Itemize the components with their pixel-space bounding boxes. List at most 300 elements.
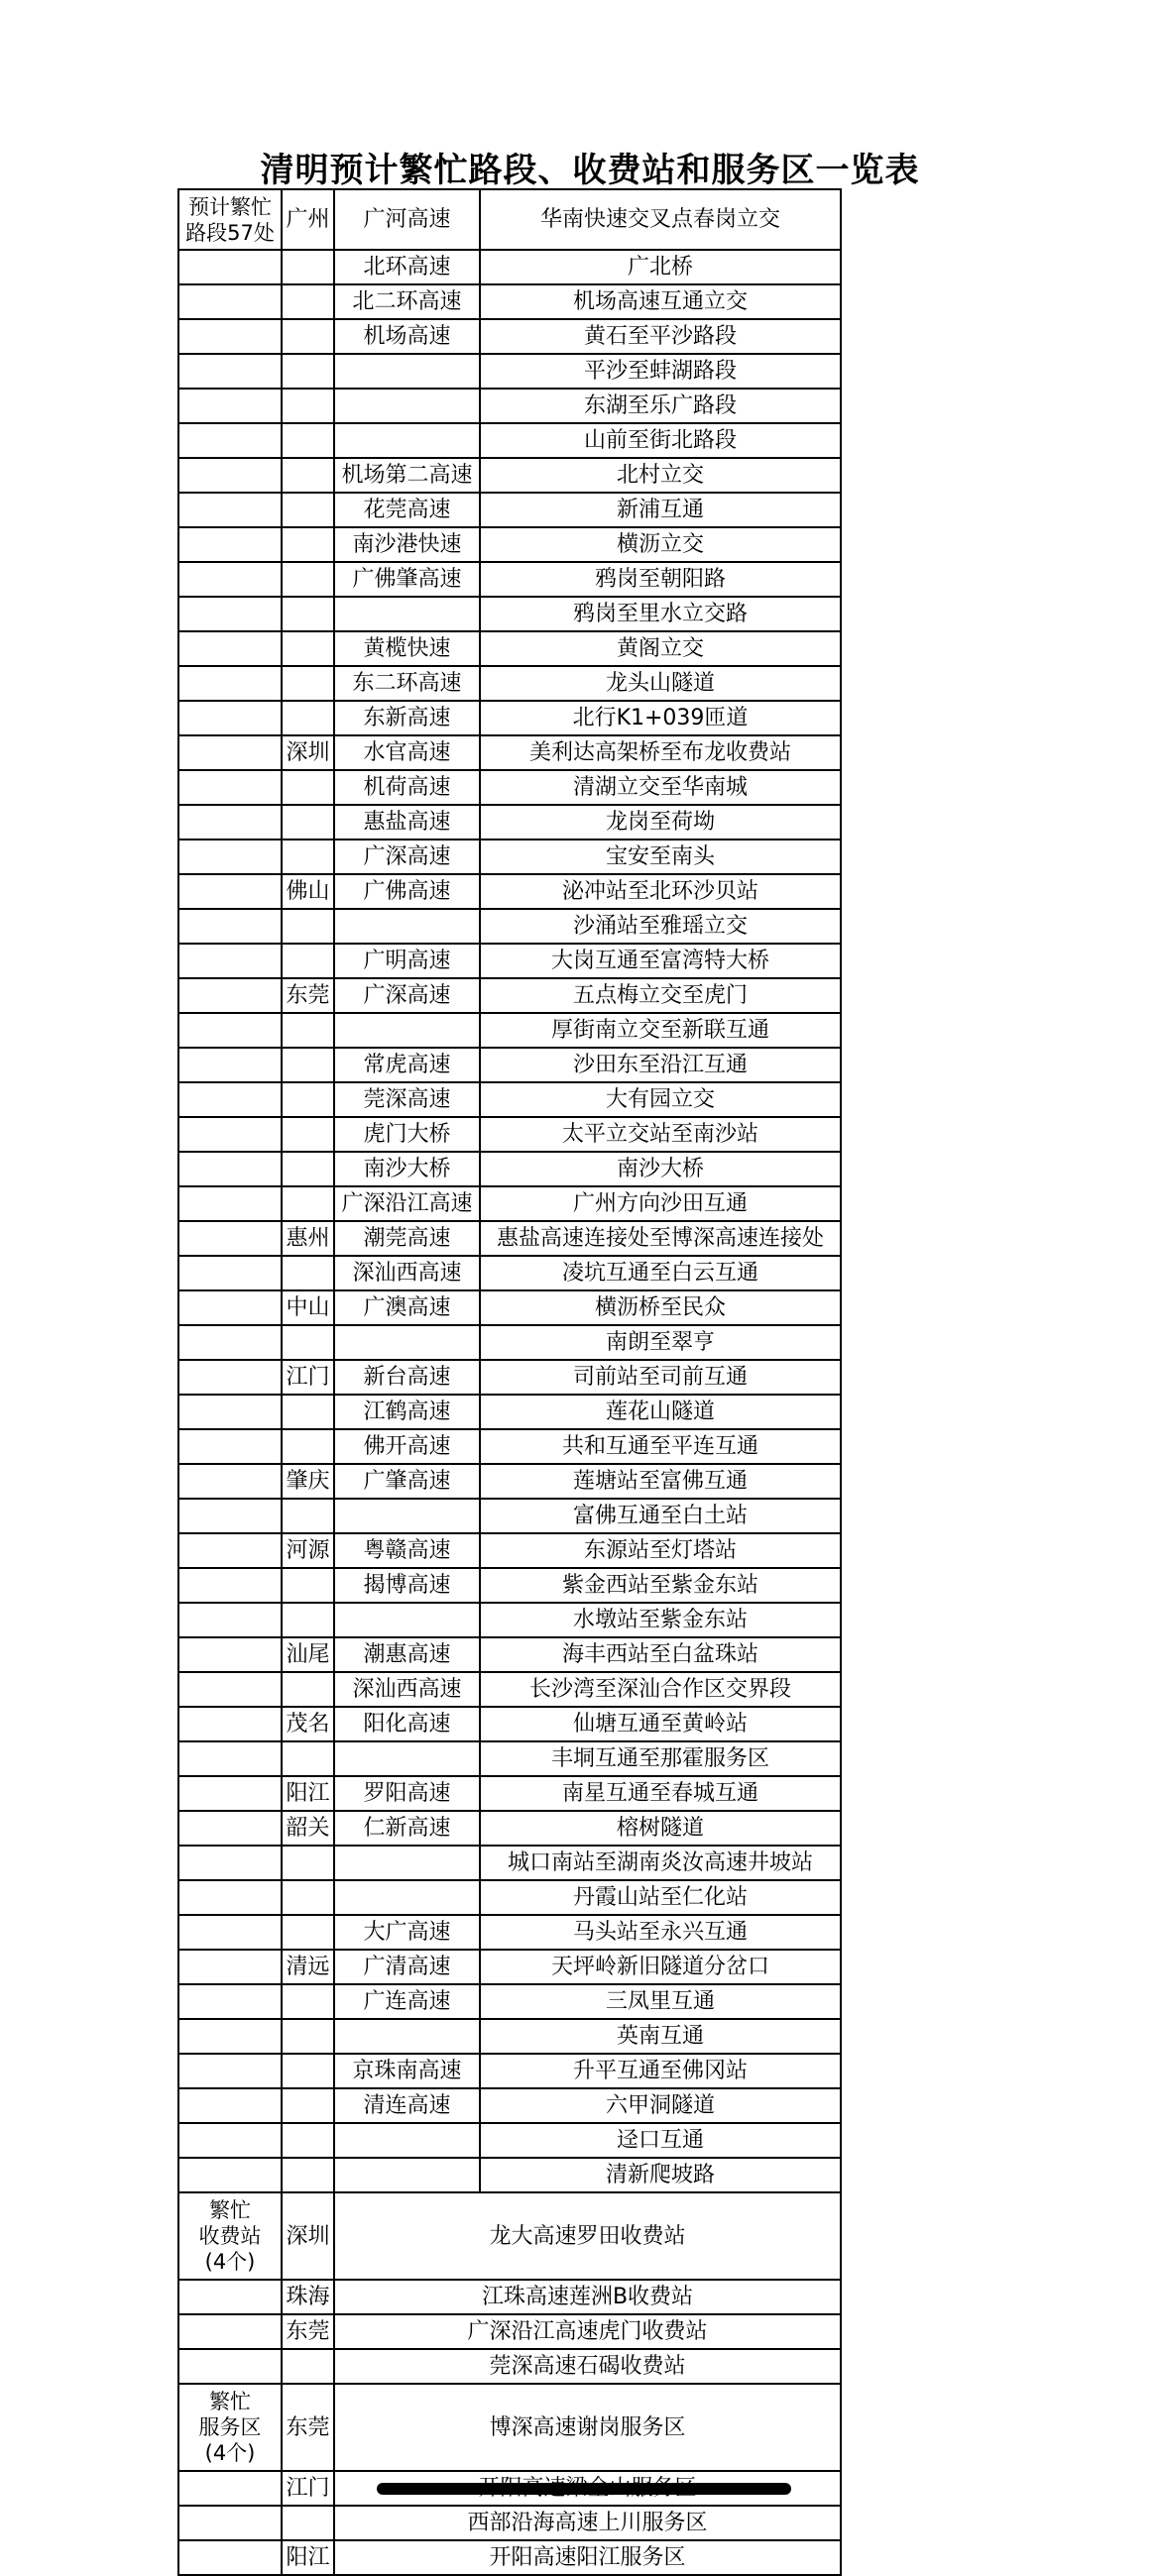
section-cell — [178, 2123, 282, 2158]
section-cell — [178, 527, 282, 562]
highway-cell — [334, 2123, 480, 2158]
busy-locations-table — [177, 188, 842, 2576]
city-cell — [282, 2506, 334, 2540]
road-row — [178, 944, 841, 978]
city-cell — [282, 701, 334, 735]
location-cell: 榕树隧道 — [480, 1811, 841, 1846]
city-cell: 深圳 — [282, 735, 334, 770]
highway-cell — [334, 2158, 480, 2192]
road-row — [178, 1533, 841, 1568]
city-cell: 珠海 — [282, 2280, 334, 2314]
city-cell: 中山 — [282, 1290, 334, 1325]
location-cell: 六甲洞隧道 — [480, 2088, 841, 2123]
section-cell — [178, 978, 282, 1013]
city-cell — [282, 840, 334, 874]
road-row — [178, 1117, 841, 1152]
highway-cell: 北环高速 — [334, 250, 480, 284]
highway-cell: 东二环高速 — [334, 666, 480, 701]
location-cell: 南星互通至春城互通 — [480, 1776, 841, 1811]
section-cell — [178, 840, 282, 874]
city-cell — [282, 631, 334, 666]
highway-cell — [334, 1013, 480, 1048]
location-cell: 平沙至蚌湖路段 — [480, 354, 841, 389]
section-label-line: (4个) — [204, 2250, 256, 2274]
road-row — [178, 1915, 841, 1950]
location-cell: 广州方向沙田互通 — [480, 1186, 841, 1221]
section-cell — [178, 562, 282, 597]
city-cell — [282, 805, 334, 840]
city-cell — [282, 1741, 334, 1776]
location-cell: 华南快速交叉点春岗立交 — [480, 189, 841, 250]
name-cell: 广深沿江高速虎门收费站 — [334, 2314, 841, 2349]
section-cell — [178, 1672, 282, 1707]
highway-cell: 江鹤高速 — [334, 1395, 480, 1429]
location-cell: 清新爬坡路 — [480, 2158, 841, 2192]
highway-cell: 潮莞高速 — [334, 1221, 480, 1256]
city-cell — [282, 1499, 334, 1533]
highway-cell — [334, 1325, 480, 1360]
section-cell — [178, 1776, 282, 1811]
road-row — [178, 874, 841, 909]
road-row — [178, 1429, 841, 1464]
location-cell: 莲花山隧道 — [480, 1395, 841, 1429]
section-label-line: (4个) — [204, 2441, 256, 2465]
highway-cell: 机荷高速 — [334, 770, 480, 805]
road-row — [178, 1290, 841, 1325]
city-cell: 广州 — [282, 189, 334, 250]
section-cell — [178, 1013, 282, 1048]
highway-cell — [334, 909, 480, 944]
section-cell — [178, 1325, 282, 1360]
location-cell: 天坪岭新旧隧道分岔口 — [480, 1950, 841, 1984]
highway-cell: 广河高速 — [334, 189, 480, 250]
road-row — [178, 1186, 841, 1221]
location-cell: 沙涌站至雅瑶立交 — [480, 909, 841, 944]
section-cell — [178, 250, 282, 284]
road-row — [178, 1152, 841, 1186]
highway-cell — [334, 1603, 480, 1637]
highway-cell: 广佛高速 — [334, 874, 480, 909]
highway-cell: 广深沿江高速 — [334, 1186, 480, 1221]
city-cell — [282, 354, 334, 389]
city-cell — [282, 666, 334, 701]
city-cell: 汕尾 — [282, 1637, 334, 1672]
section-cell — [178, 1603, 282, 1637]
section-cell — [178, 2314, 282, 2349]
section-cell — [178, 319, 282, 354]
location-cell: 南沙大桥 — [480, 1152, 841, 1186]
section-cell — [178, 493, 282, 527]
city-cell — [282, 1152, 334, 1186]
highway-cell — [334, 423, 480, 458]
road-row — [178, 1672, 841, 1707]
highway-cell: 潮惠高速 — [334, 1637, 480, 1672]
city-cell — [282, 2088, 334, 2123]
location-cell: 丰垌互通至那霍服务区 — [480, 1741, 841, 1776]
road-row — [178, 493, 841, 527]
city-cell — [282, 458, 334, 493]
highway-cell: 机场第二高速 — [334, 458, 480, 493]
section-cell — [178, 909, 282, 944]
highway-cell: 机场高速 — [334, 319, 480, 354]
section-cell — [178, 1637, 282, 1672]
city-cell — [282, 1048, 334, 1082]
section-cell — [178, 874, 282, 909]
road-row — [178, 354, 841, 389]
section-cell — [178, 1707, 282, 1741]
road-row — [178, 189, 841, 250]
location-cell: 广北桥 — [480, 250, 841, 284]
section-cell — [178, 1221, 282, 1256]
section-cell — [178, 1395, 282, 1429]
road-row — [178, 1048, 841, 1082]
location-cell: 东源站至灯塔站 — [480, 1533, 841, 1568]
road-row — [178, 284, 841, 319]
road-row — [178, 1880, 841, 1915]
section-cell — [178, 631, 282, 666]
highway-cell: 罗阳高速 — [334, 1776, 480, 1811]
section-label-line: 预计繁忙 — [188, 194, 272, 219]
highway-cell: 清连高速 — [334, 2088, 480, 2123]
road-row — [178, 1741, 841, 1776]
section-cell — [178, 1533, 282, 1568]
city-cell: 阳江 — [282, 1776, 334, 1811]
section-cell — [178, 1152, 282, 1186]
section-cell — [178, 1256, 282, 1290]
road-row — [178, 597, 841, 631]
city-cell — [282, 493, 334, 527]
road-row — [178, 978, 841, 1013]
location-cell: 莲塘站至富佛互通 — [480, 1464, 841, 1499]
section-cell — [178, 1499, 282, 1533]
road-row — [178, 1568, 841, 1603]
highway-cell — [334, 354, 480, 389]
highway-cell — [334, 389, 480, 423]
road-row — [178, 735, 841, 770]
road-row — [178, 1776, 841, 1811]
location-cell: 仙塘互通至黄岭站 — [480, 1707, 841, 1741]
location-cell: 北村立交 — [480, 458, 841, 493]
section-cell — [178, 1186, 282, 1221]
city-cell: 东莞 — [282, 2384, 334, 2471]
road-row — [178, 319, 841, 354]
section-label-line: 收费站 — [198, 2224, 262, 2248]
city-cell — [282, 1429, 334, 1464]
road-row — [178, 1221, 841, 1256]
city-cell — [282, 2019, 334, 2054]
city-cell — [282, 1082, 334, 1117]
road-row — [178, 701, 841, 735]
road-row — [178, 1811, 841, 1846]
location-cell: 城口南站至湖南炎汝高速井坡站 — [480, 1846, 841, 1880]
toll-row — [178, 2349, 841, 2384]
location-cell: 厚街南立交至新联互通 — [480, 1013, 841, 1048]
highway-cell: 北二环高速 — [334, 284, 480, 319]
location-cell: 紫金西站至紫金东站 — [480, 1568, 841, 1603]
road-row — [178, 527, 841, 562]
section-cell — [178, 2540, 282, 2575]
location-cell: 美利达高架桥至布龙收费站 — [480, 735, 841, 770]
city-cell — [282, 250, 334, 284]
section-label-line: 路段57处 — [185, 220, 275, 245]
toll-row — [178, 2314, 841, 2349]
section-cell — [178, 2088, 282, 2123]
section-cell — [178, 1950, 282, 1984]
location-cell: 大有园立交 — [480, 1082, 841, 1117]
road-row — [178, 458, 841, 493]
highway-cell: 虎门大桥 — [334, 1117, 480, 1152]
section-cell — [178, 2280, 282, 2314]
location-cell: 清湖立交至华南城 — [480, 770, 841, 805]
road-row — [178, 250, 841, 284]
city-cell — [282, 2158, 334, 2192]
name-cell: 西部沿海高速上川服务区 — [334, 2506, 841, 2540]
highway-cell: 莞深高速 — [334, 1082, 480, 1117]
section-cell — [178, 1568, 282, 1603]
section-cell — [178, 1082, 282, 1117]
city-cell — [282, 1013, 334, 1048]
road-row — [178, 1360, 841, 1395]
road-row — [178, 389, 841, 423]
location-cell: 沙田东至沿江互通 — [480, 1048, 841, 1082]
road-row — [178, 2123, 841, 2158]
road-row — [178, 1637, 841, 1672]
name-cell: 开阳高速阳江服务区 — [334, 2540, 841, 2575]
highway-cell: 南沙港快速 — [334, 527, 480, 562]
section-label-line: 繁忙 — [209, 2390, 251, 2413]
location-cell: 迳口互通 — [480, 2123, 841, 2158]
city-cell — [282, 1880, 334, 1915]
city-cell: 深圳 — [282, 2192, 334, 2280]
city-cell — [282, 2123, 334, 2158]
toll-row — [178, 2280, 841, 2314]
location-cell: 宝安至南头 — [480, 840, 841, 874]
toll-row — [178, 2192, 841, 2280]
highway-cell: 揭博高速 — [334, 1568, 480, 1603]
city-cell — [282, 389, 334, 423]
home-indicator — [377, 2483, 791, 2495]
highway-cell — [334, 2019, 480, 2054]
location-cell: 凌坑互通至白云互通 — [480, 1256, 841, 1290]
location-cell: 惠盐高速连接处至博深高速连接处 — [480, 1221, 841, 1256]
city-cell: 河源 — [282, 1533, 334, 1568]
road-row — [178, 1984, 841, 2019]
section-cell — [178, 2506, 282, 2540]
location-cell: 大岗互通至富湾特大桥 — [480, 944, 841, 978]
road-row — [178, 2054, 841, 2088]
city-cell — [282, 770, 334, 805]
section-cell — [178, 805, 282, 840]
highway-cell — [334, 1846, 480, 1880]
location-cell: 三凤里互通 — [480, 1984, 841, 2019]
road-row — [178, 1603, 841, 1637]
highway-cell — [334, 1741, 480, 1776]
section-cell — [178, 597, 282, 631]
city-cell: 肇庆 — [282, 1464, 334, 1499]
section-cell — [178, 389, 282, 423]
location-cell: 横沥桥至民众 — [480, 1290, 841, 1325]
road-row — [178, 2158, 841, 2192]
service-row — [178, 2506, 841, 2540]
location-cell: 海丰西站至白盆珠站 — [480, 1637, 841, 1672]
section-cell — [178, 2054, 282, 2088]
section-cell — [178, 1464, 282, 1499]
highway-cell: 深汕西高速 — [334, 1256, 480, 1290]
location-cell: 机场高速互通立交 — [480, 284, 841, 319]
service-section-label — [178, 2384, 282, 2471]
service-row — [178, 2384, 841, 2471]
location-cell: 龙岗至荷坳 — [480, 805, 841, 840]
highway-cell: 广澳高速 — [334, 1290, 480, 1325]
city-cell — [282, 1915, 334, 1950]
section-cell — [178, 354, 282, 389]
road-section-label — [178, 189, 282, 250]
city-cell — [282, 597, 334, 631]
road-row — [178, 770, 841, 805]
city-cell: 阳江 — [282, 2540, 334, 2575]
city-cell — [282, 562, 334, 597]
location-cell: 鸦岗至里水立交路 — [480, 597, 841, 631]
highway-cell: 东新高速 — [334, 701, 480, 735]
road-row — [178, 1499, 841, 1533]
location-cell: 长沙湾至深汕合作区交界段 — [480, 1672, 841, 1707]
page-title: 清明预计繁忙路段、收费站和服务区一览表 — [260, 151, 920, 190]
road-row — [178, 1950, 841, 1984]
highway-cell: 大广高速 — [334, 1915, 480, 1950]
city-cell — [282, 944, 334, 978]
section-cell — [178, 944, 282, 978]
highway-cell: 阳化高速 — [334, 1707, 480, 1741]
name-cell: 龙大高速罗田收费站 — [334, 2192, 841, 2280]
section-label-line: 服务区 — [198, 2415, 262, 2439]
service-row — [178, 2540, 841, 2575]
city-cell: 韶关 — [282, 1811, 334, 1846]
section-cell — [178, 2349, 282, 2384]
city-cell: 佛山 — [282, 874, 334, 909]
section-cell — [178, 1741, 282, 1776]
city-cell — [282, 2054, 334, 2088]
city-cell — [282, 1984, 334, 2019]
section-cell — [178, 423, 282, 458]
city-cell — [282, 909, 334, 944]
highway-cell: 广深高速 — [334, 840, 480, 874]
name-cell: 博深高速谢岗服务区 — [334, 2384, 841, 2471]
location-cell: 马头站至永兴互通 — [480, 1915, 841, 1950]
highway-cell: 惠盐高速 — [334, 805, 480, 840]
section-cell — [178, 1117, 282, 1152]
road-row — [178, 840, 841, 874]
highway-cell: 广佛肇高速 — [334, 562, 480, 597]
highway-cell: 仁新高速 — [334, 1811, 480, 1846]
road-row — [178, 1395, 841, 1429]
highway-cell: 广清高速 — [334, 1950, 480, 1984]
highway-cell: 常虎高速 — [334, 1048, 480, 1082]
section-cell — [178, 701, 282, 735]
section-cell — [178, 1846, 282, 1880]
city-cell — [282, 1672, 334, 1707]
location-cell: 山前至街北路段 — [480, 423, 841, 458]
section-cell — [178, 2158, 282, 2192]
highway-cell: 花莞高速 — [334, 493, 480, 527]
location-cell: 英南互通 — [480, 2019, 841, 2054]
road-row — [178, 1846, 841, 1880]
location-cell: 新浦互通 — [480, 493, 841, 527]
location-cell: 东湖至乐广路段 — [480, 389, 841, 423]
location-cell: 共和互通至平连互通 — [480, 1429, 841, 1464]
highway-cell: 新台高速 — [334, 1360, 480, 1395]
location-cell: 南朗至翠亨 — [480, 1325, 841, 1360]
highway-cell: 广连高速 — [334, 1984, 480, 2019]
city-cell — [282, 1325, 334, 1360]
city-cell — [282, 1117, 334, 1152]
road-row — [178, 1082, 841, 1117]
location-cell: 泌冲站至北环沙贝站 — [480, 874, 841, 909]
section-cell — [178, 1880, 282, 1915]
road-row — [178, 1464, 841, 1499]
location-cell: 五点梅立交至虎门 — [480, 978, 841, 1013]
section-cell — [178, 458, 282, 493]
section-cell — [178, 1984, 282, 2019]
location-cell: 司前站至司前互通 — [480, 1360, 841, 1395]
location-cell: 升平互通至佛冈站 — [480, 2054, 841, 2088]
location-cell: 丹霞山站至仁化站 — [480, 1880, 841, 1915]
section-cell — [178, 1360, 282, 1395]
city-cell: 江门 — [282, 2471, 334, 2506]
road-row — [178, 805, 841, 840]
section-cell — [178, 1915, 282, 1950]
section-cell — [178, 666, 282, 701]
section-cell — [178, 1290, 282, 1325]
road-row — [178, 562, 841, 597]
toll-section-label — [178, 2192, 282, 2280]
highway-cell: 广深高速 — [334, 978, 480, 1013]
highway-cell: 广明高速 — [334, 944, 480, 978]
location-cell: 横沥立交 — [480, 527, 841, 562]
road-row — [178, 1013, 841, 1048]
road-row — [178, 909, 841, 944]
road-row — [178, 423, 841, 458]
highway-cell: 水官高速 — [334, 735, 480, 770]
highway-cell — [334, 1499, 480, 1533]
location-cell: 龙头山隧道 — [480, 666, 841, 701]
section-cell — [178, 284, 282, 319]
highway-cell: 黄榄快速 — [334, 631, 480, 666]
city-cell: 清远 — [282, 1950, 334, 1984]
section-cell — [178, 1811, 282, 1846]
city-cell — [282, 284, 334, 319]
city-cell: 江门 — [282, 1360, 334, 1395]
location-cell: 太平立交站至南沙站 — [480, 1117, 841, 1152]
location-cell: 水墩站至紫金东站 — [480, 1603, 841, 1637]
city-cell: 东莞 — [282, 978, 334, 1013]
city-cell — [282, 423, 334, 458]
name-cell: 江珠高速莲洲B收费站 — [334, 2280, 841, 2314]
road-row — [178, 666, 841, 701]
city-cell: 东莞 — [282, 2314, 334, 2349]
city-cell — [282, 1846, 334, 1880]
location-cell: 富佛互通至白土站 — [480, 1499, 841, 1533]
highway-cell: 京珠南高速 — [334, 2054, 480, 2088]
city-cell — [282, 1256, 334, 1290]
section-cell — [178, 1429, 282, 1464]
city-cell — [282, 1603, 334, 1637]
highway-cell — [334, 597, 480, 631]
road-row — [178, 2019, 841, 2054]
section-cell — [178, 1048, 282, 1082]
location-cell: 北行K1+039匝道 — [480, 701, 841, 735]
highway-cell: 深汕西高速 — [334, 1672, 480, 1707]
city-cell — [282, 2349, 334, 2384]
